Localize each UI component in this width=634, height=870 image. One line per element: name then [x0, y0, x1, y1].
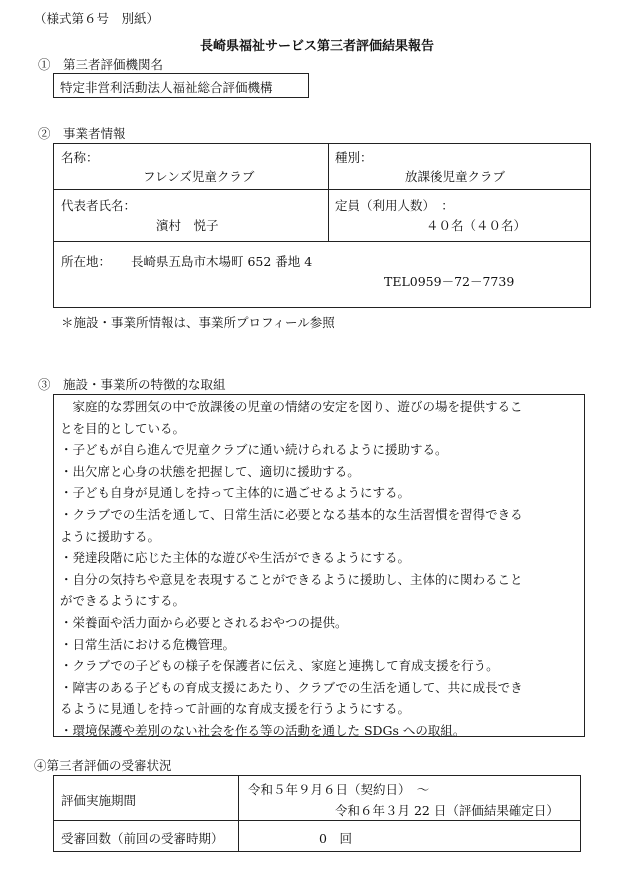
document-title: 長崎県福祉サービス第三者評価結果報告 — [199, 39, 434, 54]
review-count-value: 0 回 — [319, 831, 352, 846]
review-table-hdivider — [53, 820, 581, 821]
features-line: ができるようにする。 — [60, 593, 186, 609]
features-line: ・子どもが自ら進んで児童クラブに通い続けられるように援助する。 — [60, 442, 448, 458]
period-end: 令和６年３月 22 日（評価結果確定日） — [335, 803, 559, 818]
period-start: 令和５年９月６日（契約日） ～ — [248, 782, 430, 797]
features-line: ・出欠席と心身の状態を把握して、適切に援助する。 — [60, 463, 360, 479]
address-value: 長崎県五島市木場町 652 番地 4 — [131, 254, 313, 269]
type-label: 種別： — [335, 150, 373, 165]
section3-heading: ③ 施設・事業所の特徴的な取組 — [38, 377, 226, 392]
review-table-vdivider — [238, 775, 239, 852]
capacity-label: 定員（利用人数） ： — [335, 198, 454, 213]
features-line: ように援助する。 — [60, 528, 161, 544]
profile-note: ＊施設・事業所情報は、事業所プロフィール参照 — [61, 315, 335, 330]
provider-table-hdivider-2 — [53, 241, 591, 242]
review-count-label: 受審回数（前回の受審時期） — [61, 831, 224, 846]
section2-heading: ② 事業者情報 — [38, 126, 126, 141]
provider-table-hdivider-1 — [53, 189, 591, 190]
features-line: ・自分の気持ちや意見を表現することができるように援助し、主体的に関わること — [60, 571, 523, 587]
features-line: 家庭的な雰囲気の中で放課後の児童の情緒の安定を図り、遊びの場を提供するこ — [60, 399, 523, 414]
provider-table-vdivider — [328, 143, 329, 241]
section1-heading: ① 第三者評価機関名 — [38, 57, 164, 72]
period-label: 評価実施期間 — [61, 793, 137, 808]
features-line: ・栄養面や活力面から必要とされるおやつの提供。 — [60, 614, 348, 630]
features-text — [60, 396, 580, 742]
name-label: 名称： — [61, 150, 99, 165]
section4-heading: ④第三者評価の受審状況 — [34, 758, 172, 773]
address-label: 所在地： — [61, 254, 112, 269]
features-line: ・環境保護や差別のない社会を作る等の活動を通した SDGs への取組。 — [60, 722, 466, 738]
features-line: ・クラブでの子どもの様子を保護者に伝え、家庭と連携して育成支援を行う。 — [60, 658, 499, 674]
representative-label: 代表者氏名： — [61, 198, 137, 213]
telephone: TEL0959－72－7739 — [384, 274, 515, 289]
features-line: るように見通しを持って計画的な育成支援を行うようにする。 — [60, 701, 411, 717]
features-line: ・発達段階に応じた主体的な遊びや生活ができるようにする。 — [60, 550, 411, 566]
representative-value: 濱村 悦子 — [156, 218, 219, 233]
evaluator-org-name: 特定非営利活動法人福祉総合評価機構 — [60, 80, 273, 95]
type-value: 放課後児童クラブ — [405, 169, 506, 184]
features-line: とを目的としている。 — [60, 420, 186, 436]
capacity-value: ４０名（４０名） — [426, 218, 527, 233]
features-line: ・クラブでの生活を通して、日常生活に必要となる基本的な生活習慣を習得できる — [60, 506, 523, 522]
features-line: ・障害のある子どもの育成支援にあたり、クラブでの生活を通して、共に成長でき — [60, 679, 523, 695]
form-label: （様式第６号 別紙） — [34, 11, 160, 26]
features-line: ・日常生活における危機管理。 — [60, 636, 236, 652]
features-line: ・子ども自身が見通しを持って主体的に過ごせるようにする。 — [60, 485, 411, 501]
name-value: フレンズ児童クラブ — [143, 169, 255, 184]
